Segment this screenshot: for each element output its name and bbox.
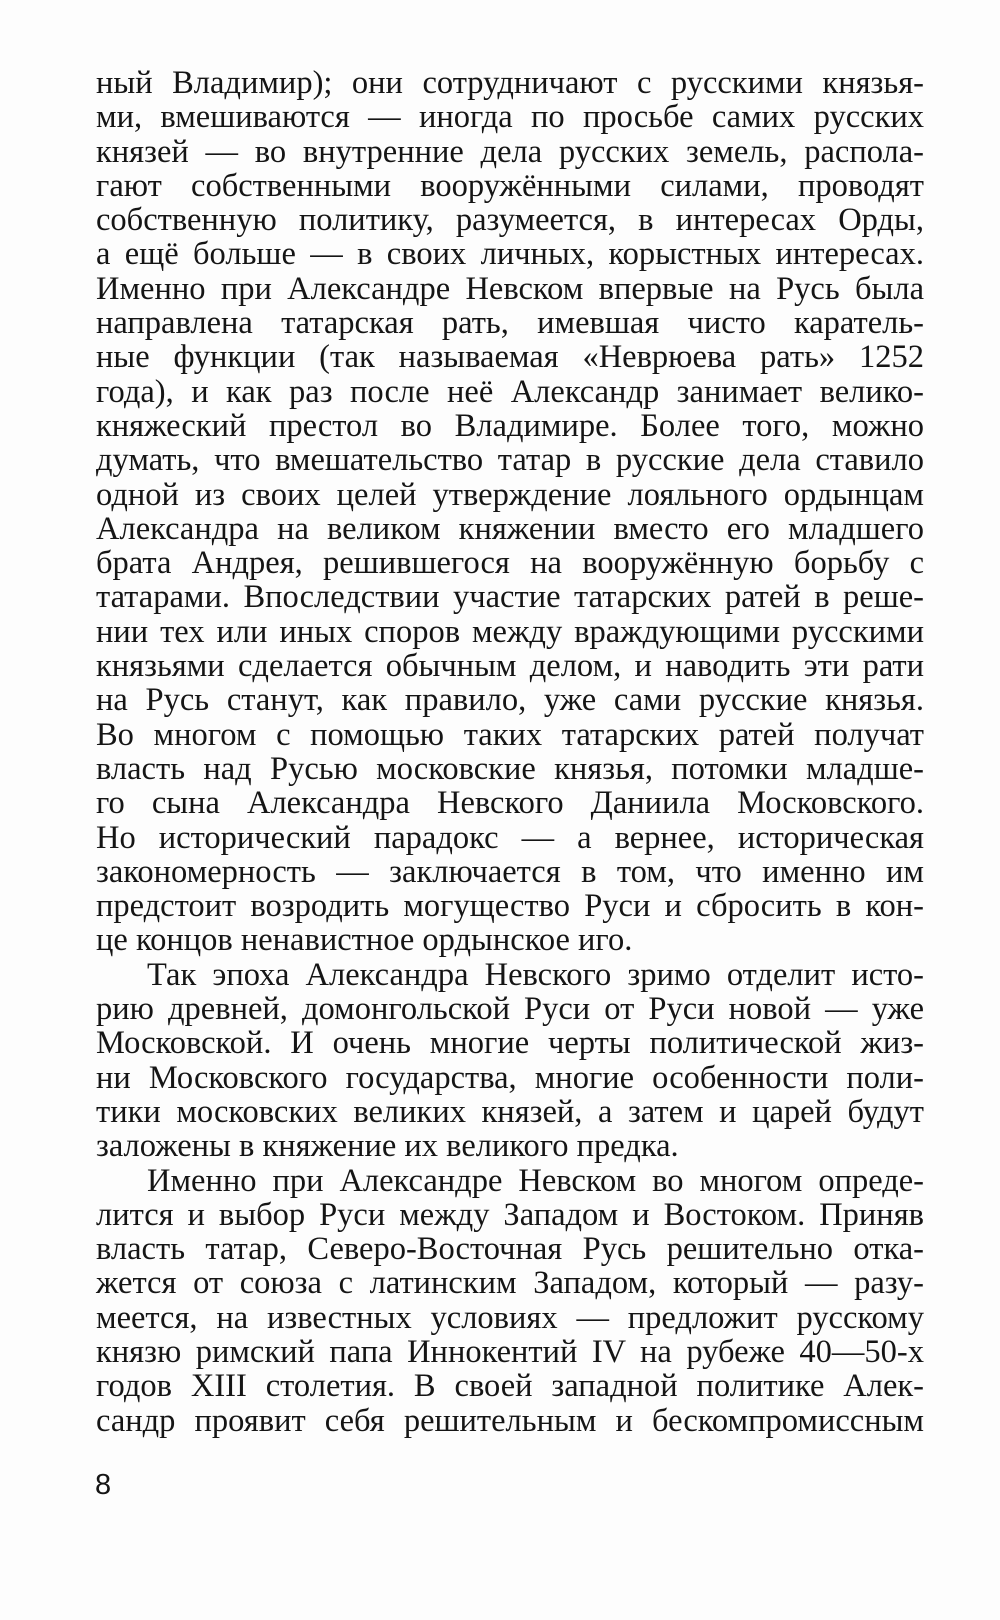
text-line: тики московских великих князей, а затем и царей будут [96, 1093, 924, 1130]
text-line: Во многом с помощью таких татарских ратей получат [96, 716, 924, 753]
text-line: Так эпоха Александра Невского зримо отделит исто- [147, 956, 924, 993]
text-line: Именно при Александре Невском впервые на Русь была [96, 270, 924, 307]
text-line: Московской. И очень многие черты политической жиз- [96, 1025, 924, 1062]
text-line: князю римский папа Иннокентий IV на рубеже 40—50-х [96, 1333, 924, 1370]
paragraph-1 [96, 66, 924, 958]
text-line: ни Московского государства, многие особенности поли- [96, 1059, 924, 1096]
text-line: думать, что вмешательство татар в русские дела ставило [96, 442, 924, 479]
text-line: Александра на великом княжении вместо его младшего [96, 510, 924, 547]
text-line: брата Андрея, решившегося на вооружённую борьбу с [96, 545, 924, 582]
text-line: ми, вмешиваются — иногда по просьбе самих русских [96, 99, 924, 136]
page-number: 8 [95, 1469, 112, 1501]
text-line: меется, на известных условиях — предложит русскому [96, 1299, 924, 1336]
text-line: власть татар, Северо-Восточная Русь решительно отка- [96, 1231, 924, 1268]
text-line: власть над Русью московские князья, потомки младше- [96, 750, 924, 787]
text-line: жется от союза с латинским Западом, который — разу- [96, 1265, 924, 1302]
text-line: ный Владимир); они сотрудничают с русскими князья- [96, 65, 924, 101]
body-text [96, 66, 924, 1438]
text-line: Именно при Александре Невском во многом опреде- [147, 1162, 924, 1199]
text-line: одной из своих целей утверждение лояльного ордынцам [96, 476, 924, 513]
text-line: князей — во внутренние дела русских земель, распола- [96, 133, 924, 170]
text-line: нии тех или иных споров между враждующими русскими [96, 613, 924, 650]
text-line: князьями сделается обычным делом, и наводить эти рати [96, 648, 924, 685]
paragraph-2 [96, 958, 924, 1164]
text-line: гают собственными вооружёнными силами, проводят [96, 167, 924, 204]
text-line: заложены в княжение их великого предка. [96, 1128, 679, 1165]
text-line: го сына Александра Невского Даниила Московского. [96, 785, 924, 822]
text-line: сандр проявит себя решительным и бескомпромиссным [96, 1402, 924, 1439]
text-line: а ещё больше — в своих личных, корыстных интересах. [96, 236, 924, 273]
text-line: предстоит возродить могущество Руси и сбросить в кон- [96, 888, 924, 925]
text-line: це концов ненавистное ордынское иго. [96, 922, 633, 959]
text-line: рию древней, домонгольской Руси от Руси новой — уже [96, 991, 924, 1028]
text-line: княжеский престол во Владимире. Более того, можно [96, 407, 924, 444]
text-line: Но исторический парадокс — а вернее, историческая [96, 819, 924, 856]
text-line: на Русь станут, как правило, уже сами русские князья. [96, 682, 924, 719]
text-line: года), и как раз после неё Александр занимает велико- [96, 373, 924, 410]
text-line: собственную политику, разумеется, в интересах Орды, [96, 202, 924, 239]
text-line: ные функции (так называемая «Неврюева рать» 1252 [96, 339, 924, 376]
paragraph-3 [96, 1164, 924, 1438]
text-line: лится и выбор Руси между Западом и Востоком. Приняв [96, 1196, 924, 1233]
text-line: закономерность — заключается в том, что именно им [96, 853, 924, 890]
text-line: направлена татарская рать, имевшая чисто каратель- [96, 305, 924, 342]
text-line: татарами. Впоследствии участие татарских ратей в реше- [96, 579, 924, 616]
text-line: годов XIII столетия. В своей западной политике Алек- [96, 1368, 924, 1405]
